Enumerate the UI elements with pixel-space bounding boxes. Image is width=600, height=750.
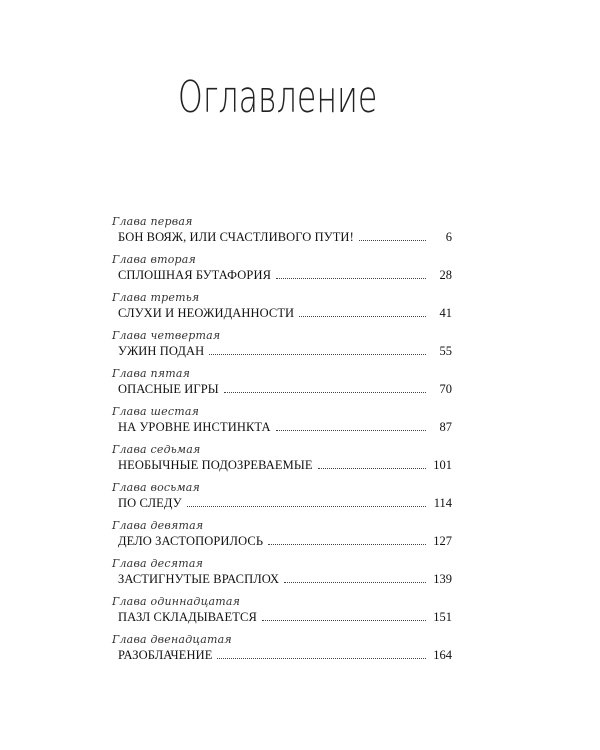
toc-entry [112,215,452,253]
chapter-name: ПО СЛЕДУ [118,496,182,510]
dot-leader [187,506,426,507]
page-number: 70 [439,382,452,396]
toc-entry [112,595,452,633]
page-number: 151 [433,610,452,624]
toc-entry [112,443,452,481]
page-number: 164 [433,648,452,662]
chapter-label: Глава четвертая [112,329,221,342]
toc-link[interactable] [118,343,452,360]
chapter-name: РАЗОБЛАЧЕНИЕ [118,648,213,662]
toc-link[interactable] [118,419,452,436]
dot-leader [209,354,426,355]
toc-link[interactable] [118,229,452,246]
page-number: 6 [445,230,452,244]
chapter-name: ОПАСНЫЕ ИГРЫ [118,382,219,396]
dot-leader [318,468,426,469]
chapter-name: БОН ВОЯЖ, ИЛИ СЧАСТЛИВОГО ПУТИ! [118,230,354,244]
toc-link[interactable] [118,495,452,512]
toc-link[interactable] [118,305,452,322]
toc-link[interactable] [118,381,452,398]
page-title: Оглавление [177,72,378,123]
page-number: 127 [433,534,452,548]
chapter-name: СПЛОШНАЯ БУТАФОРИЯ [118,268,272,282]
dot-leader [262,620,426,621]
dot-leader [276,430,426,431]
chapter-label: Глава пятая [112,367,191,380]
toc-link[interactable] [118,267,452,284]
page-number: 87 [439,420,452,434]
toc-entry [112,633,452,671]
dot-leader [299,316,426,317]
toc-entry [112,291,452,329]
chapter-label: Глава одиннадцатая [112,595,241,608]
page-number: 101 [433,458,452,472]
chapter-label: Глава вторая [112,253,197,266]
page-number: 41 [439,306,452,320]
toc-entry [112,253,452,291]
toc-link[interactable] [118,533,452,550]
page-number: 55 [439,344,452,358]
toc-entry [112,519,452,557]
chapter-name: НЕОБЫЧНЫЕ ПОДОЗРЕВАЕМЫЕ [118,458,313,472]
page-number: 28 [439,268,452,282]
toc-entry [112,481,452,519]
toc-link[interactable] [118,457,452,474]
page-number: 139 [433,572,452,586]
chapter-label: Глава двенадцатая [112,633,232,646]
toc-entry [112,329,452,367]
chapter-name: СЛУХИ И НЕОЖИДАННОСТИ [118,306,295,320]
page-number: 114 [433,496,452,510]
dot-leader [217,658,426,659]
chapter-name: УЖИН ПОДАН [118,344,205,358]
chapter-name: ДЕЛО ЗАСТОПОРИЛОСЬ [118,534,264,548]
chapter-label: Глава седьмая [112,443,201,456]
chapter-name: НА УРОВНЕ ИНСТИНКТА [118,420,271,434]
toc-link[interactable] [118,647,452,664]
chapter-label: Глава восьмая [112,481,201,494]
chapter-name: ЗАСТИГНУТЫЕ ВРАСПЛОХ [118,572,280,586]
chapter-label: Глава шестая [112,405,200,418]
chapter-label: Глава десятая [112,557,204,570]
chapter-label: Глава третья [112,291,200,304]
dot-leader [284,582,426,583]
toc-list [112,215,452,671]
toc-link[interactable] [118,571,452,588]
chapter-label: Глава первая [112,215,193,228]
chapter-name: ПАЗЛ СКЛАДЫВАЕТСЯ [118,610,257,624]
dot-leader [268,544,426,545]
dot-leader [276,278,426,279]
toc-entry [112,557,452,595]
dot-leader [224,392,426,393]
dot-leader [359,240,426,241]
chapter-label: Глава девятая [112,519,204,532]
toc-entry [112,405,452,443]
toc-link[interactable] [118,609,452,626]
toc-entry [112,367,452,405]
